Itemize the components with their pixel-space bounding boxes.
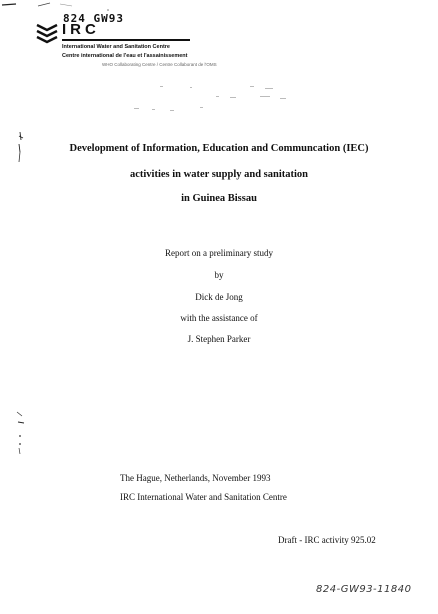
org-name-english: International Water and Sanitation Centre [62, 44, 170, 50]
org-who-line: WHO Collaborating Centre / Centre Collaborant de l'OMS [102, 62, 217, 67]
title-line-3: in Guinea Bissau [181, 193, 257, 204]
coauthor-name: J. Stephen Parker [187, 334, 251, 344]
irc-logo-icon [36, 22, 58, 46]
handwritten-catalog-note: 824-GW93-11840 [316, 584, 412, 595]
faded-stamp [130, 84, 300, 116]
report-type: Report on a preliminary study [165, 248, 273, 258]
logo-rule [62, 39, 190, 41]
org-name-french: Centre international de l'eau et l'assainissement [62, 53, 188, 59]
irc-logo-text: IRC [62, 21, 100, 38]
location-date: The Hague, Netherlands, November 1993 [120, 473, 271, 483]
title-line-2: activities in water supply and sanitation [129, 169, 309, 180]
assistance-line: with the assistance of [180, 313, 258, 323]
catalog-code: 824 GW93 [63, 12, 124, 25]
title-line-1: Development of Information, Education and Communcation (IEC) [69, 143, 369, 154]
draft-note: Draft - IRC activity 925.02 [278, 535, 376, 545]
author-name: Dick de Jong [195, 292, 243, 302]
institution-name: IRC International Water and Sanitation Centre [120, 492, 287, 502]
by-line: by [214, 270, 224, 280]
